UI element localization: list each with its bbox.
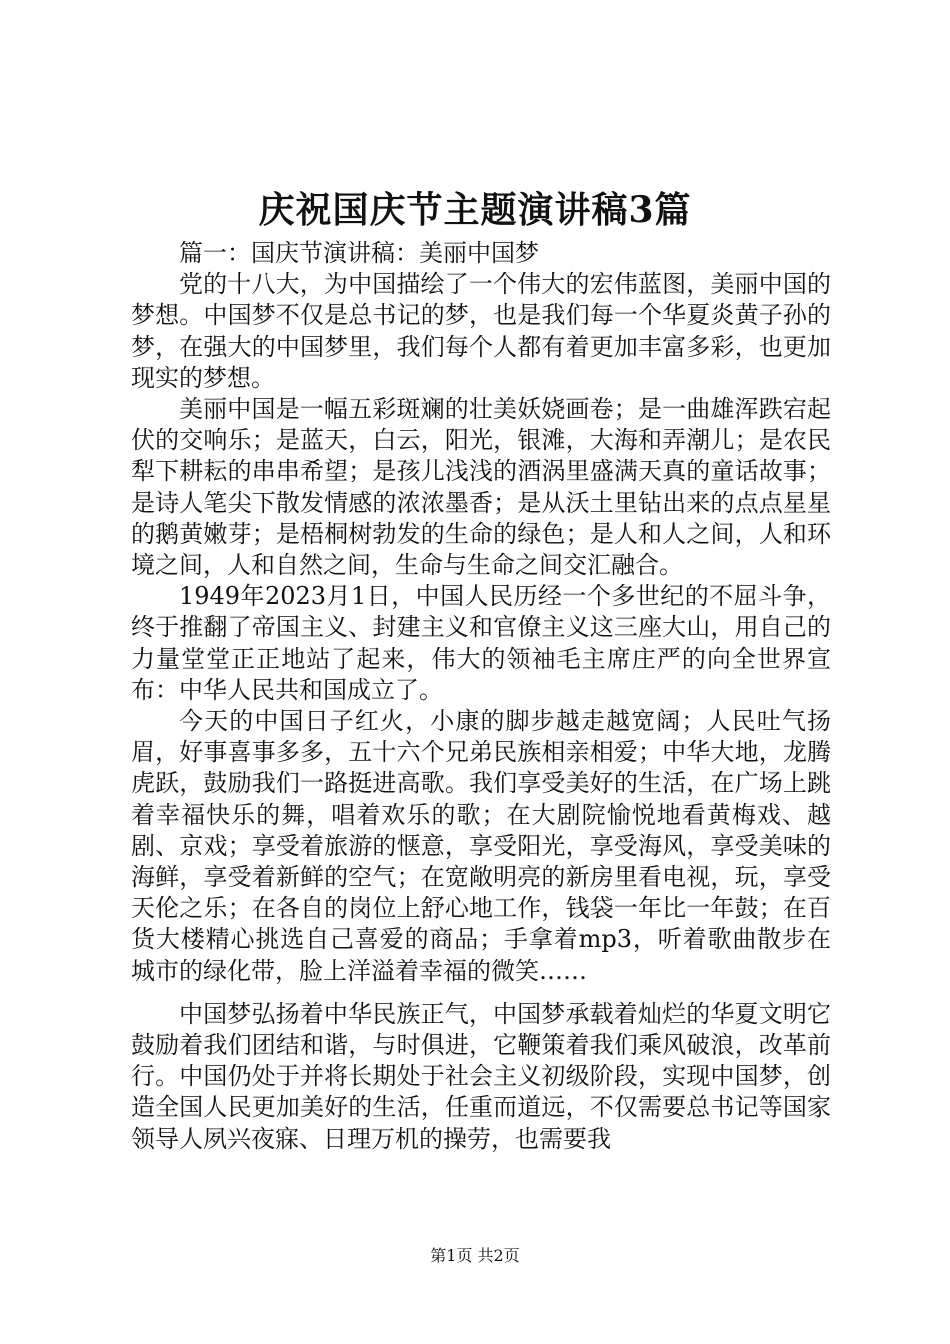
paragraph: 美丽中国是一幅五彩斑斓的壮美妖娆画卷；是一曲雄浑跌宕起伏的交响乐；是蓝天，白云，阳光，银滩，大海和弄潮儿；是农民犁下耕耘的串串希望；是孩儿浅浅的酒涡里盛满天真的童话故事；是诗人笔尖下散发情感的浓浓墨香；是从沃土里钻出来的点点星星的鹅黄嫩芽；是梧桐树勃发的生命的绿色；是人和人之间，人和环境之间，人和自然之间，生命与生命之间交汇融合。: [131, 395, 831, 580]
document-title: 庆祝国庆节主题演讲稿3篇: [258, 189, 692, 231]
paragraph: 党的十八大，为中国描绘了一个伟大的宏伟蓝图，美丽中国的梦想。中国梦不仅是总书记的梦，也是我们每一个华夏炎黄子孙的梦，在强大的中国梦里，我们每个人都有着更加丰富多彩，也更加现实的梦想。: [131, 270, 831, 392]
paragraph: 1949年2023月1日，中国人民历经一个多世纪的不屈斗争，终于推翻了帝国主义、封建主义和官僚主义这三座大山，用自己的力量堂堂正正地站了起来，伟大的领袖毛主席庄严的向全世界宣布：中华人民共和国成立了。: [131, 582, 831, 704]
document-body: [131, 238, 831, 1155]
page-footer: 第1页 共2页: [430, 1246, 520, 1265]
paragraph: 中国梦弘扬着中华民族正气，中国梦承载着灿烂的华夏文明它鼓励着我们团结和谐，与时俱进，它鞭策着我们乘风破浪，改革前行。中国仍处于并将长期处于社会主义初级阶段，实现中国梦，创造全国人民更加美好的生活，任重而道远，不仅需要总书记等国家领导人夙兴夜寐、日理万机的操劳，也需要我: [131, 999, 831, 1153]
paragraph: 今天的中国日子红火，小康的脚步越走越宽阔；人民吐气扬眉，好事喜事多多，五十六个兄弟民族相亲相爱；中华大地，龙腾虎跃，鼓励我们一路挺进高歌。我们享受美好的生活，在广场上跳着幸福快乐的舞，唱着欢乐的歌；在大剧院愉悦地看黄梅戏、越剧、京戏；享受着旅游的惬意，享受阳光，享受海风，享受美味的海鲜，享受着新鲜的空气；在宽敞明亮的新房里看电视，玩，享受天伦之乐；在各自的岗位上舒心地工作，钱袋一年比一年鼓；在百货大楼精心挑选自己喜爱的商品；手拿着mp3，听着歌曲散步在城市的绿化带，脸上洋溢着幸福的微笑……: [131, 707, 831, 985]
section-heading: 篇一：国庆节演讲稿：美丽中国梦: [179, 239, 539, 267]
